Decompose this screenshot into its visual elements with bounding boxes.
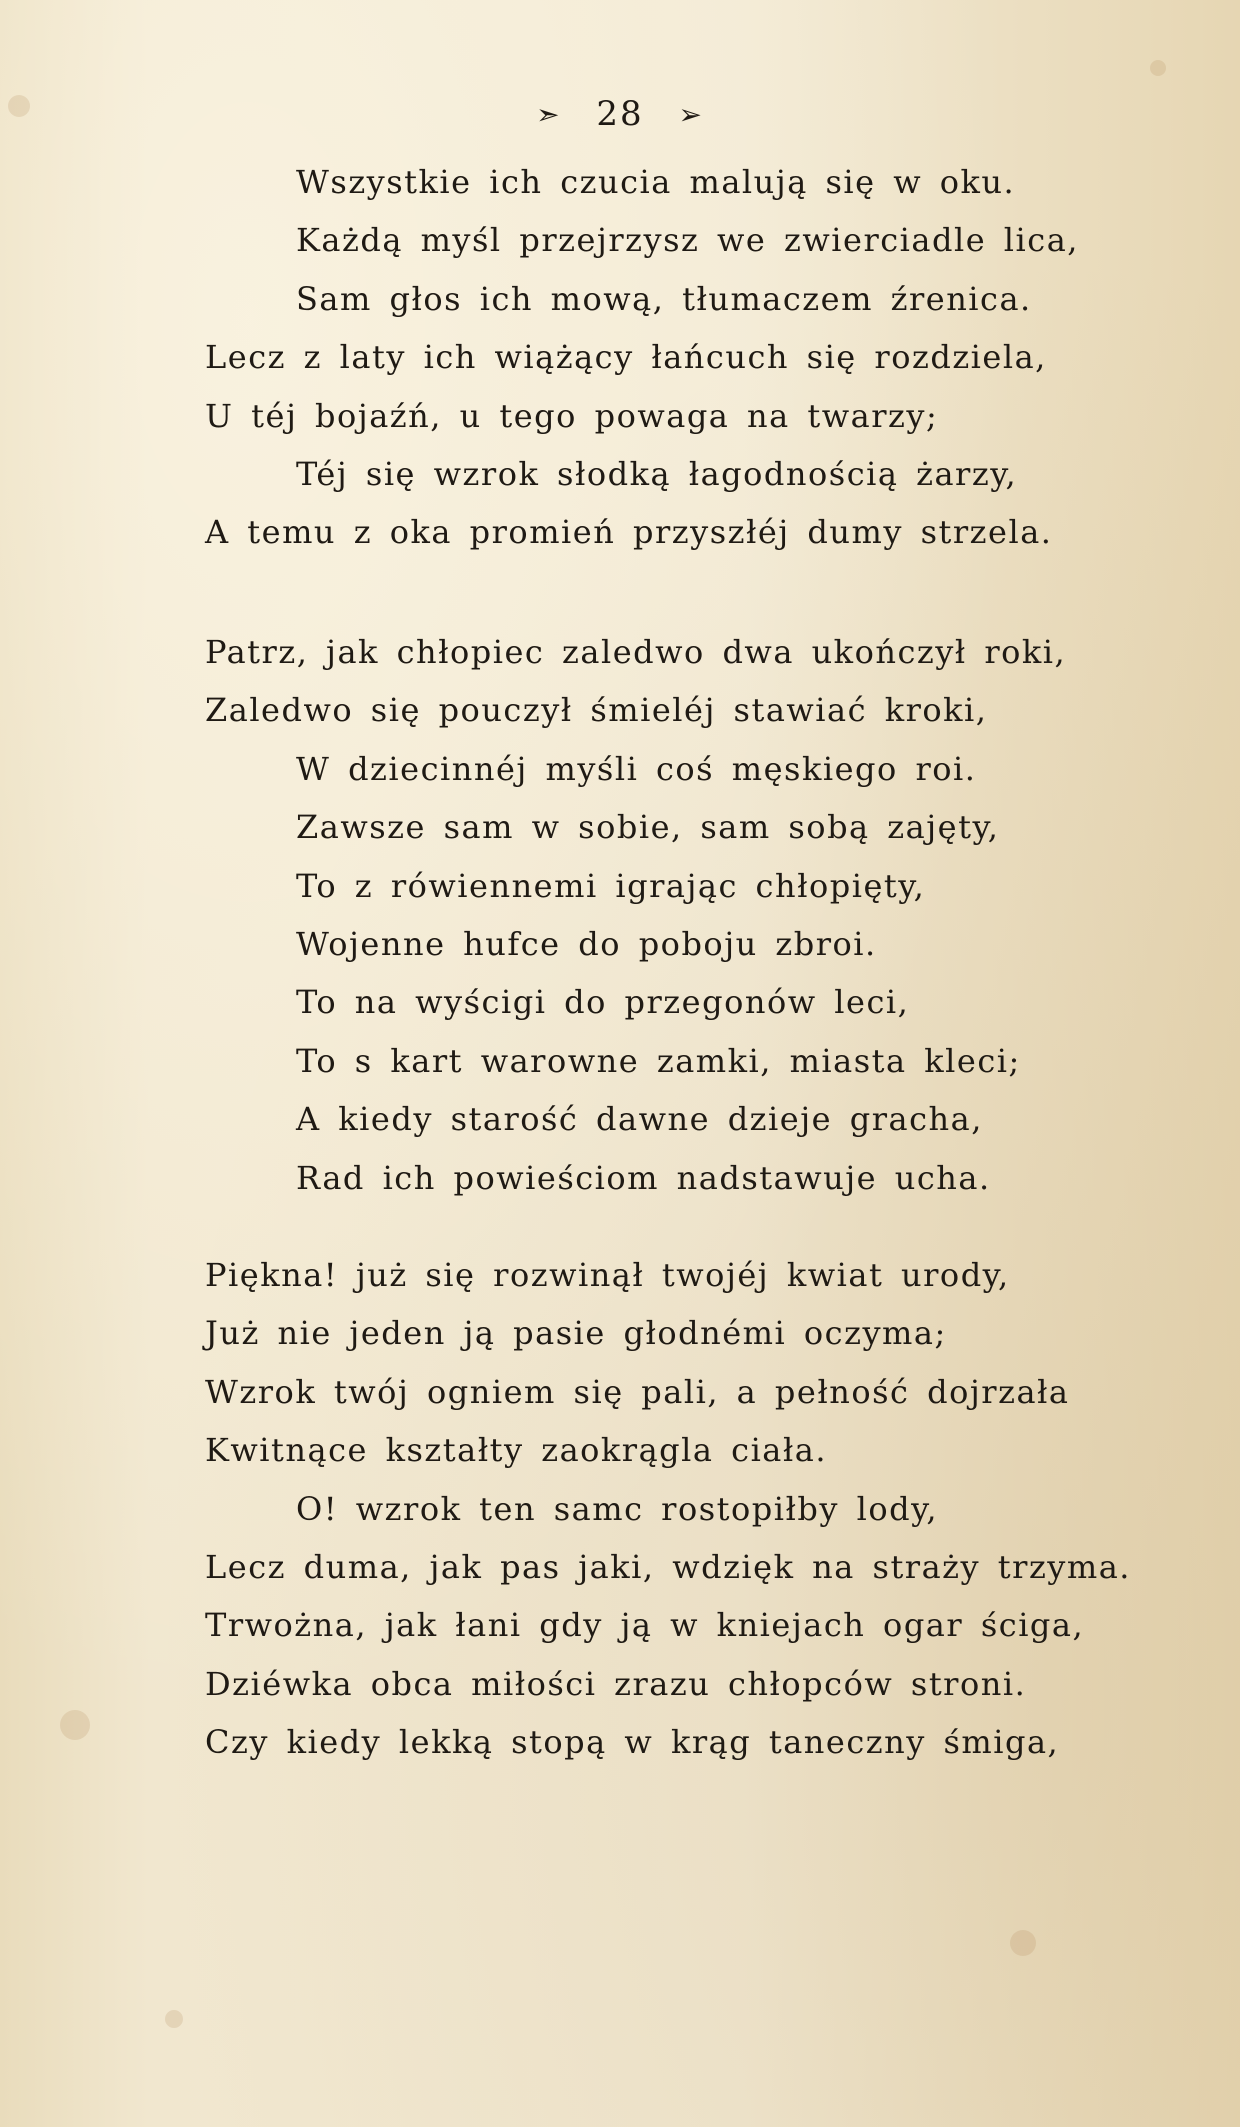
verse-line: To na wyścigi do przegonów leci, bbox=[296, 983, 910, 1022]
stain bbox=[60, 1710, 90, 1740]
ornament-left-icon: ➣ bbox=[536, 97, 562, 131]
verse-line: Sam głos ich mową, tłumaczem źrenica. bbox=[296, 279, 1032, 318]
verse-line: Téj się wzrok słodką łagodnością żarzy, bbox=[296, 455, 1018, 493]
verse-line: W dziecinnéj myśli coś męskiego roi. bbox=[296, 749, 977, 788]
ornament-right-icon: ➢ bbox=[678, 97, 704, 131]
page-header bbox=[0, 92, 1240, 134]
verse-line: To z rówiennemi igrając chłopięty, bbox=[296, 866, 926, 905]
verse-line: Już nie jeden ją pasie głodnémi oczyma; bbox=[205, 1314, 947, 1353]
verse-line: U téj bojaźń, u tego powaga na twarzy; bbox=[205, 396, 939, 435]
verse-line: Lecz duma, jak pas jaki, wdzięk na straży trzyma. bbox=[205, 1548, 1131, 1586]
verse-line: Zaledwo się pouczył śmieléj stawiać kroki, bbox=[205, 691, 988, 730]
stain bbox=[165, 2010, 183, 2028]
verse-line: Piękna! już się rozwinął twojéj kwiat urody, bbox=[205, 1256, 1010, 1294]
stain bbox=[1150, 60, 1166, 76]
verse-line: Zawsze sam w sobie, sam sobą zajęty, bbox=[296, 808, 1000, 847]
verse-line: To s kart warowne zamki, miasta kleci; bbox=[296, 1041, 1021, 1080]
stain bbox=[1010, 1930, 1036, 1956]
verse-line: Każdą myśl przejrzysz we zwierciadle lica, bbox=[296, 221, 1079, 260]
verse-line: Trwożna, jak łani gdy ją w kniejach ogar ściga, bbox=[205, 1606, 1085, 1645]
page-number: 28 bbox=[596, 94, 644, 134]
verse-line: A temu z oka promień przyszłéj dumy strzela. bbox=[205, 513, 1053, 552]
verse-line: Patrz, jak chłopiec zaledwo dwa ukończył roki, bbox=[205, 633, 1067, 671]
verse-line: Wojenne hufce do poboju zbroi. bbox=[296, 925, 877, 963]
verse-line: Dziéwka obca miłości zrazu chłopców stroni. bbox=[205, 1664, 1027, 1703]
verse-line: O! wzrok ten samc rostopiłby lody, bbox=[296, 1489, 939, 1528]
verse-line: A kiedy starość dawne dzieje gracha, bbox=[296, 1100, 983, 1139]
verse-line: Czy kiedy lekką stopą w krąg taneczny śmiga, bbox=[205, 1723, 1060, 1762]
verse-line: Lecz z laty ich wiążący łańcuch się rozdziela, bbox=[205, 338, 1047, 377]
verse-line: Kwitnące kształty zaokrągla ciała. bbox=[205, 1431, 827, 1470]
verse-line: Wzrok twój ogniem się pali, a pełność dojrzała bbox=[205, 1372, 1070, 1411]
verse-line: Rad ich powieściom nadstawuje ucha. bbox=[296, 1158, 991, 1197]
verse-line: Wszystkie ich czucia malują się w oku. bbox=[296, 163, 1016, 201]
